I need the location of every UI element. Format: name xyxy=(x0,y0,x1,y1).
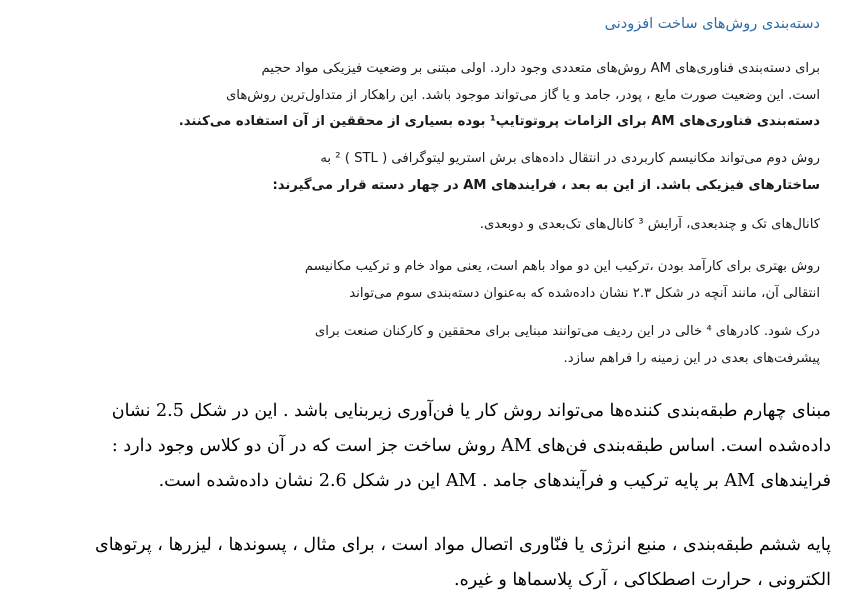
text-line: است. این وضعیت صورت مایع ، پودر، جامد و یا گاز می‌تواند موجود باشد. این راهکار از متداول‌ترین روش‌های xyxy=(225,87,820,103)
section-heading: دسته‌بندی روش‌های ساخت افزودنی xyxy=(604,16,820,32)
paragraph-stl-mechanism xyxy=(35,146,820,199)
text-line: کانال‌های تک و چندبعدی، آرایش ³ کانال‌های تک‌بعدی و دوبعدی. xyxy=(479,217,820,232)
paragraph-channels xyxy=(35,212,820,239)
text-line: روش دوم می‌تواند مکانیسم کاربردی در انتقال داده‌های برش استریو لیتوگرافی ( STL ) ² به xyxy=(320,151,820,166)
text-line: مبنای چهارم طبقه‌بندی کننده‌ها می‌تواند روش کار یا فن‌آوری زیربنایی باشد . این در شکل 2.5 نشان xyxy=(111,401,831,421)
paragraph-combination-method xyxy=(35,254,820,307)
paragraph-empty-boxes xyxy=(35,319,820,372)
text-line: برای دسته‌بندی فناوری‌های AM روش‌های متعددی وجود دارد. اولی مبتنی بر وضعیت فیزیکی مواد حجیم xyxy=(261,61,820,76)
text-line: روش بهتری برای کارآمد بودن ،ترکیب این دو مواد باهم است، یعنی مواد خام و ترکیب مکانیسم xyxy=(304,259,820,274)
text-line: پیشرفت‌های بعدی در این زمینه را فراهم سازد. xyxy=(563,350,820,366)
paragraph-fourth-basis xyxy=(21,394,831,499)
text-line: الکترونی ، حرارت اصطکاکی ، آرک پلاسماها و غیره. xyxy=(454,570,831,590)
text-line: درک شود. کادرهای ⁴ خالی در این ردیف می‌توانند مبنایی برای محققین و کارکنان صنعت برای xyxy=(314,324,820,339)
text-line: پایه ششم طبقه‌بندی ، منبع انرژی یا فنّاوری اتصال مواد است ، برای مثال ، پسوندها ، لیزرها ، پرتوهای xyxy=(95,535,831,555)
text-line: داده‌شده است. اساس طبقه‌بندی فن‌های AM روش ساخت جز است که در آن دو کلاس وجود دارد : xyxy=(111,436,831,456)
paragraph-state-classification xyxy=(35,56,820,136)
text-line: ساختارهای فیزیکی باشد. از این به بعد ، فرایندهای AM در چهار دسته قرار می‌گیرند: xyxy=(272,177,820,193)
text-line: دسته‌بندی فناوری‌های AM برای الزامات پروتوتایپ¹ بوده بسیاری از محققین از آن استفاده می‌کنند. xyxy=(178,114,820,129)
text-line: انتقالی آن، مانند آنچه در شکل ۲.۳ نشان داده‌شده که به‌عنوان دسته‌بندی سوم می‌تواند xyxy=(349,285,820,301)
text-line: فرایندهای AM بر پایه ترکیب و فرآیندهای جامد . AM این در شکل 2.6 نشان داده‌شده است. xyxy=(158,471,831,491)
paragraph-sixth-basis xyxy=(21,528,831,598)
